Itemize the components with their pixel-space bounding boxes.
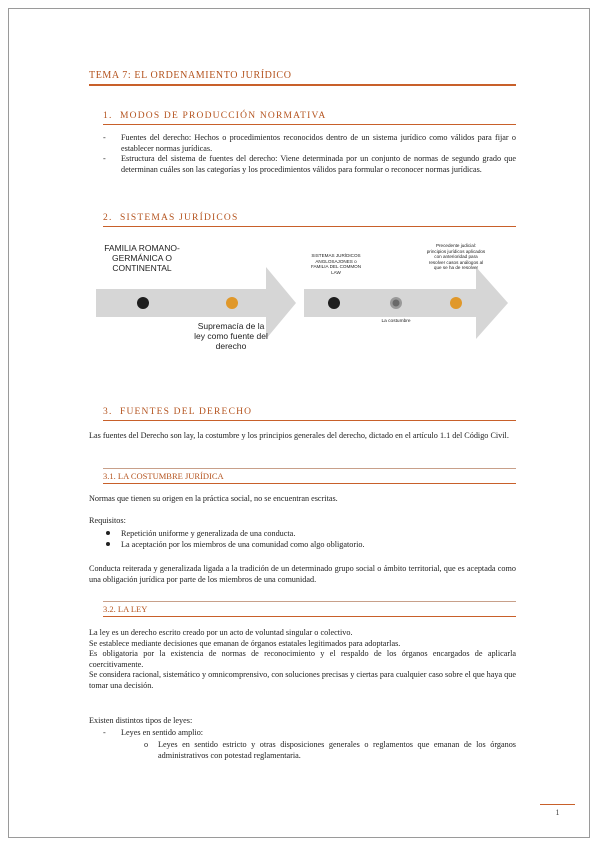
bullet-text: Fuentes del derecho: Hechos o procedimientos reconocidos dentro de un sistema jurídico como válidos para fijar o establecer normas jurídicas. [121, 133, 516, 153]
orange-dot-left [226, 297, 238, 309]
bullet-text: Leyes en sentido amplio: [121, 728, 204, 737]
section-title: MODOS DE PRODUCCIÓN NORMATIVA [120, 111, 327, 121]
list-item [103, 133, 516, 154]
list-item [144, 740, 516, 761]
section-number: 1. [103, 111, 113, 121]
section-title: SISTEMAS JURÍDICOS [120, 213, 239, 223]
black-dot-right [328, 297, 340, 309]
dash-marker: - [103, 728, 106, 737]
law-line: Se considera racional, sistemático y omnicomprensivo, con soluciones precisas y ciertas para cualquier caso sobre el que haya que tomar una decisión. [89, 670, 516, 690]
dash-marker: - [103, 133, 106, 142]
law-types-list [103, 728, 516, 739]
section-heading-2 [103, 213, 516, 227]
law-line: Es obligatoria por la existencia de normas de reconocimiento y el respaldo de los órganos encargados de aplicarla coercitivamente. [89, 649, 516, 669]
black-dot-left [137, 297, 149, 309]
section-1-bullets [103, 133, 516, 175]
custom-definition: Normas que tienen su origen en la práctica social, no se encuentran escritas. [89, 494, 338, 503]
section-title: FUENTES DEL DERECHO [120, 407, 253, 417]
section-heading-3 [103, 407, 516, 421]
section-3-intro: Las fuentes del Derecho son lay, la costumbre y los principios generales del derecho, dictado en el artículo 1.1 del Código Civil. [89, 431, 509, 440]
orange-dot-right [450, 297, 462, 309]
subsection-heading-3-1: 3.1. LA COSTUMBRE JURÍDICA [103, 468, 516, 484]
requisites-label: Requisitos: [89, 516, 126, 525]
left-family-label: FAMILIA ROMANO-GERMÁNICA O CONTINENTAL [104, 243, 180, 273]
document-title: TEMA 7: EL ORDENAMIENTO JURÍDICO [89, 70, 516, 86]
bullet-text: Leyes en sentido estricto y otras disposiciones generales o reglamentos que emanan de los órganos administrativos con potestad reglamentaria. [158, 740, 516, 760]
left-bottom-label: Supremacía de la ley como fuente del derecho [194, 321, 268, 351]
subsection-heading-3-2: 3.2. LA LEY [103, 601, 516, 617]
list-item: Repetición uniforme y generalizada de una conducta. [103, 528, 516, 539]
section-heading-1 [103, 111, 516, 125]
law-subtypes-list [144, 740, 516, 761]
section-number: 2. [103, 213, 113, 223]
grey-dot-inner [393, 300, 400, 307]
law-line: Se establece mediante decisiones que emanan de órganos estatales legitimados para adoptarlas. [89, 638, 401, 648]
custom-description: Conducta reiterada y generalizada ligada a la tradición de un determinado grupo social o ámbito territorial, que es aceptada como una obligación jurídica por parte de los miembros de una comunidad. [89, 564, 516, 584]
section-number: 3. [103, 407, 113, 417]
bullet-text: Estructura del sistema de fuentes del derecho: Viene determinada por un conjunto de normas de segundo grado que determinan cuáles son las categorías y los procedimientos válidos para formular o reconocer normas jurídicas. [121, 154, 516, 174]
law-line: La ley es un derecho escrito creado por un acto de voluntad singular o colectivo. [89, 628, 353, 637]
list-item [103, 154, 516, 175]
law-types-label: Existen distintos tipos de leyes: [89, 716, 193, 725]
custom-label: La costumbre [381, 319, 411, 324]
common-law-label: SISTEMAS JURÍDICOS ANGLOSAJONES o FAMILIA DEL COMMON LAW [310, 253, 362, 275]
circle-marker: o [144, 740, 149, 749]
list-item: La aceptación por los miembros de una comunidad como algo obligatorio. [103, 539, 516, 550]
dash-marker: - [103, 154, 106, 163]
list-item [103, 728, 516, 739]
requisites-list [103, 528, 516, 550]
law-description [89, 628, 516, 691]
legal-systems-diagram [96, 237, 516, 367]
page-number: 1 [540, 804, 575, 817]
precedent-label: Precedente judicial: principios jurídicos aplicados con anterioridad para resolver casos análogos al que se ha de resolver [426, 243, 486, 270]
